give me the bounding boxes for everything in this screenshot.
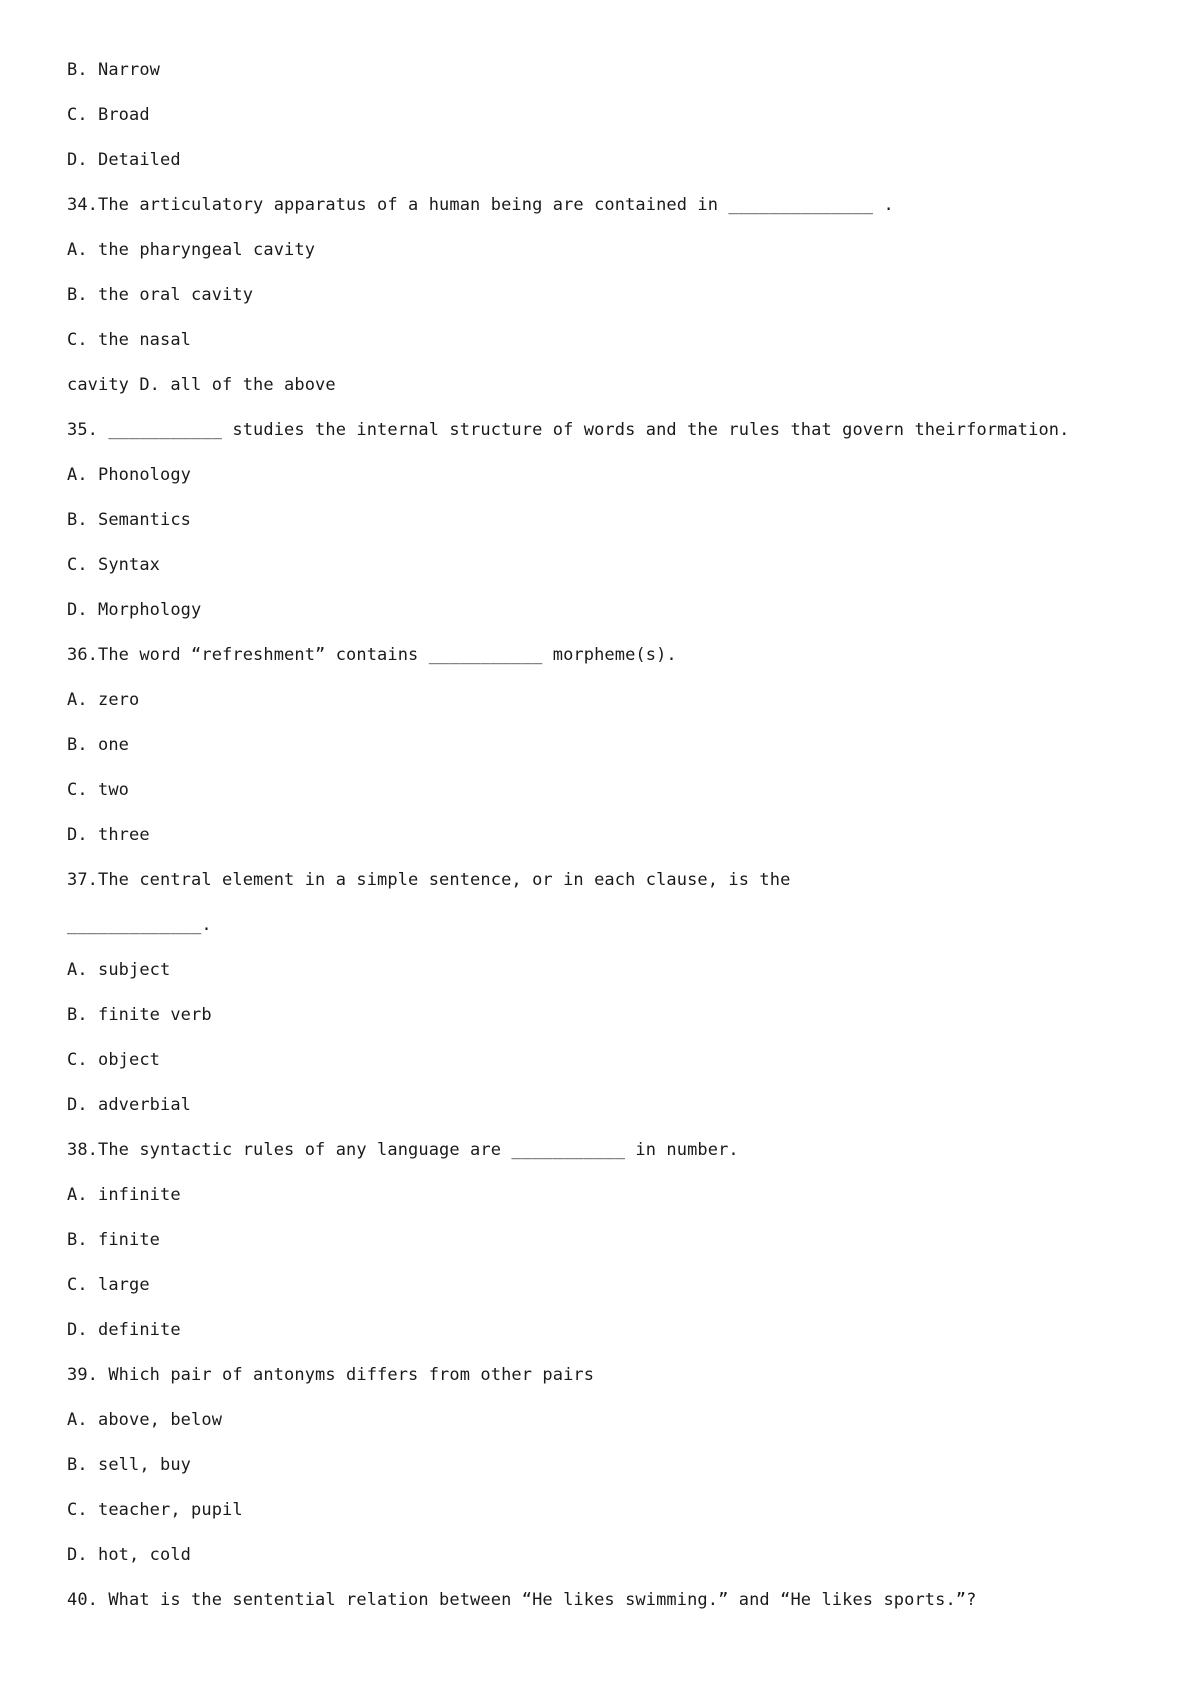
option-33-b: B. Narrow — [67, 60, 161, 80]
option-39-d: D. hot, cold — [67, 1545, 192, 1565]
option-38-c: C. large — [67, 1275, 150, 1295]
option-36-a: A. zero — [67, 690, 140, 710]
option-39-c: C. teacher, pupil — [67, 1500, 243, 1520]
option-35-d: D. Morphology — [67, 600, 202, 620]
question-39: 39. Which pair of antonyms differs from other pairs — [67, 1365, 595, 1385]
option-33-c: C. Broad — [67, 105, 150, 125]
option-39-b: B. sell, buy — [67, 1455, 192, 1475]
option-35-c: C. Syntax — [67, 555, 161, 575]
option-37-c: C. object — [67, 1050, 161, 1070]
option-34-b: B. the oral cavity — [67, 285, 254, 305]
question-36: 36.The word “refreshment” contains ___________ morpheme(s). — [67, 645, 677, 665]
question-37-blank: _____________. — [67, 915, 212, 935]
option-39-a: A. above, below — [67, 1410, 223, 1430]
option-34-c: C. the nasal — [67, 330, 192, 350]
option-38-a: A. infinite — [67, 1185, 181, 1205]
question-34: 34.The articulatory apparatus of a human being are contained in ______________ . — [67, 195, 894, 215]
option-34-c-cont-d: cavity D. all of the above — [67, 375, 336, 395]
option-36-c: C. two — [67, 780, 130, 800]
question-38: 38.The syntactic rules of any language are ___________ in number. — [67, 1140, 739, 1160]
question-40: 40. What is the sentential relation between “He likes swimming.” and “He likes sports.”? — [67, 1590, 977, 1610]
option-36-b: B. one — [67, 735, 130, 755]
option-36-d: D. three — [67, 825, 150, 845]
option-37-a: A. subject — [67, 960, 171, 980]
option-37-b: B. finite verb — [67, 1005, 212, 1025]
option-33-d: D. Detailed — [67, 150, 181, 170]
option-38-d: D. definite — [67, 1320, 181, 1340]
option-35-b: B. Semantics — [67, 510, 192, 530]
option-35-a: A. Phonology — [67, 465, 192, 485]
question-37: 37.The central element in a simple sentence, or in each clause, is the — [67, 870, 791, 890]
option-38-b: B. finite — [67, 1230, 161, 1250]
question-35: 35. ___________ studies the internal structure of words and the rules that govern theirformation. — [67, 420, 1070, 440]
option-34-a: A. the pharyngeal cavity — [67, 240, 316, 260]
option-37-d: D. adverbial — [67, 1095, 192, 1115]
